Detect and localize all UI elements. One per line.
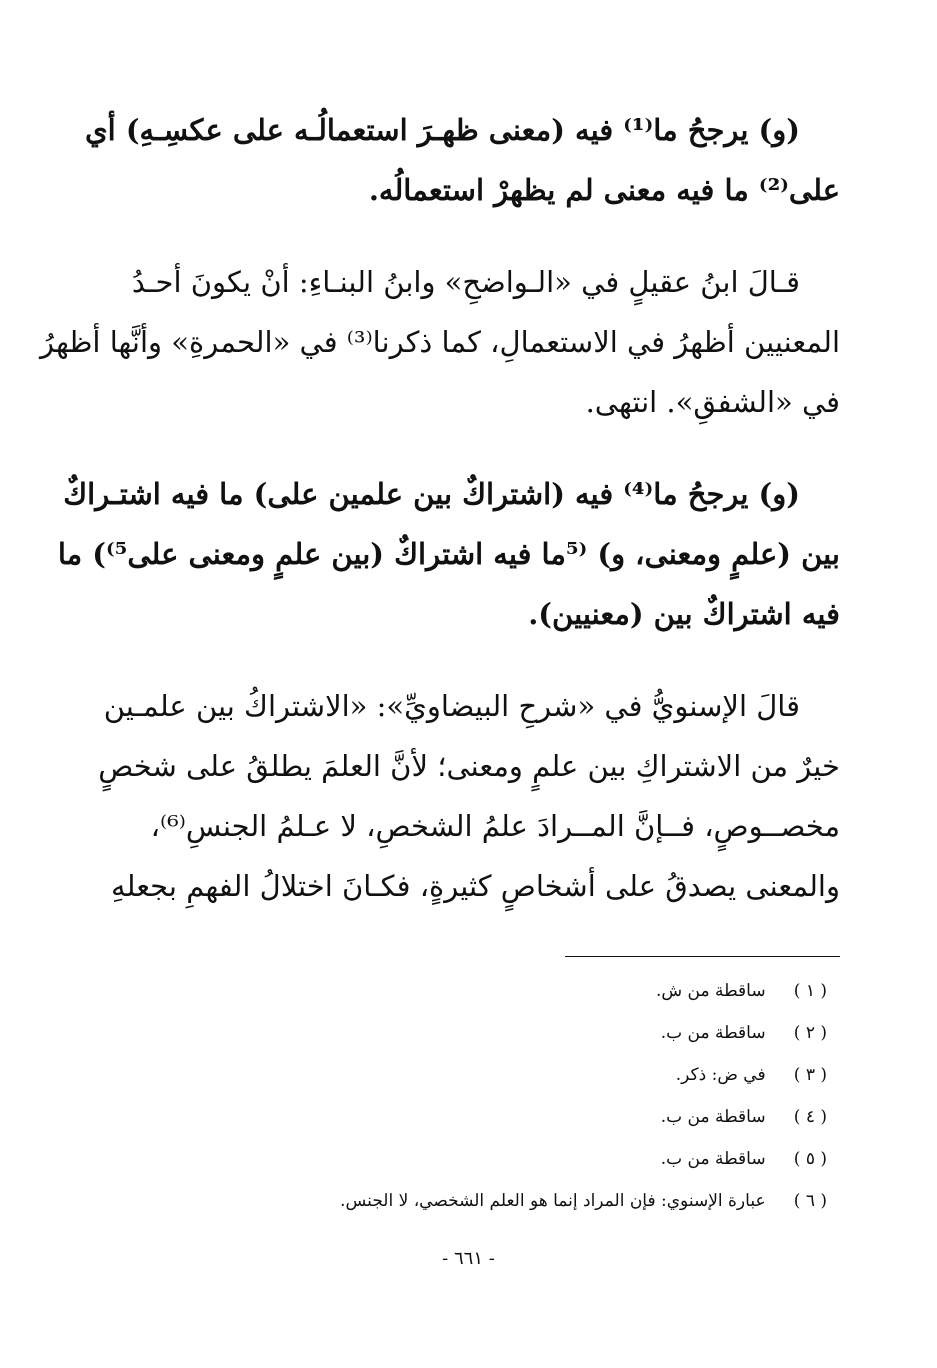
- footnote-number: ( ٣ ): [793, 1065, 827, 1085]
- paragraph-1: [84, 100, 840, 220]
- footnote-number: ( ٢ ): [793, 1023, 827, 1043]
- page-number: - ٦٦١ -: [442, 1248, 495, 1269]
- text-line: في «الشفقِ». انتهى.: [585, 385, 840, 419]
- footnote-text: ساقطة من ب.: [660, 1149, 766, 1169]
- text-line: قالَ الإسنويُّ في «شرحِ البيضاويِّ»: «الاشتراكُ بين علمـين: [103, 689, 800, 723]
- text-line: فيه اشتراكٌ بين (معنيين).: [528, 597, 840, 631]
- paragraph-3: [57, 464, 840, 644]
- footnote-text: ساقطة من ب.: [660, 1023, 766, 1043]
- text-line: (و) يرجحُ ما⁽¹⁾ فيه (معنى ظهـرَ استعمالُـه على عكسِـهِ) أي: [84, 113, 800, 147]
- text-line: المعنيين أظهرُ في الاستعمالِ، كما ذكرنا⁽³⁾ في «الحمرةِ» وأنَّها أظهرُ: [39, 325, 840, 359]
- footnote: [97, 970, 827, 1012]
- footnote: [97, 1096, 827, 1138]
- footnote: [97, 1138, 827, 1180]
- footnote: [97, 1054, 827, 1096]
- text-line: بين (علمٍ ومعنى، و) ⁽⁵ما فيه اشتراكٌ (بين علمٍ ومعنى على⁵⁾) ما: [57, 537, 840, 571]
- footnote-number: ( ١ ): [793, 981, 827, 1001]
- footnote-separator: [565, 956, 840, 957]
- text-line: خيرٌ من الاشتراكِ بين علمٍ ومعنى؛ لأنَّ العلمَ يطلقُ على شخصٍ: [98, 749, 840, 783]
- text-line: قـالَ ابنُ عقيلٍ في «الـواضحِ» وابنُ البنـاءِ: أنْ يكونَ أحـدُ: [131, 265, 800, 299]
- text-line: على⁽²⁾ ما فيه معنى لم يظهرْ استعمالُه.: [368, 173, 840, 207]
- footnote-text: ساقطة من ش.: [655, 981, 766, 1001]
- footnote-number: ( ٥ ): [793, 1149, 827, 1169]
- text-line: مخصــوصٍ، فــإنَّ المــرادَ علمُ الشخصِ، لا عـلمُ الجنسِ⁽⁶⁾،: [150, 809, 840, 843]
- footnote: [97, 1180, 827, 1222]
- footnotes: [97, 970, 827, 1222]
- footnote-text: ساقطة من ب.: [660, 1107, 766, 1127]
- footnote-number: ( ٦ ): [793, 1191, 827, 1211]
- main-text: [39, 100, 840, 948]
- paragraph-2: [39, 252, 840, 432]
- footnote-text: في ض: ذكر.: [675, 1065, 766, 1085]
- footnote-number: ( ٤ ): [793, 1107, 827, 1127]
- footnote: [97, 1012, 827, 1054]
- footnote-text: عبارة الإسنوي: فإن المراد إنما هو العلم الشخصي، لا الجنس.: [340, 1191, 766, 1211]
- text-line: والمعنى يصدقُ على أشخاصٍ كثيرةٍ، فكـانَ اختلالُ الفهمِ بجعلهِ: [111, 869, 840, 903]
- paragraph-4: [97, 676, 840, 916]
- text-line: (و) يرجحُ ما⁽⁴⁾ فيه (اشتراكٌ بين علمين على) ما فيه اشتـراكٌ: [63, 477, 800, 511]
